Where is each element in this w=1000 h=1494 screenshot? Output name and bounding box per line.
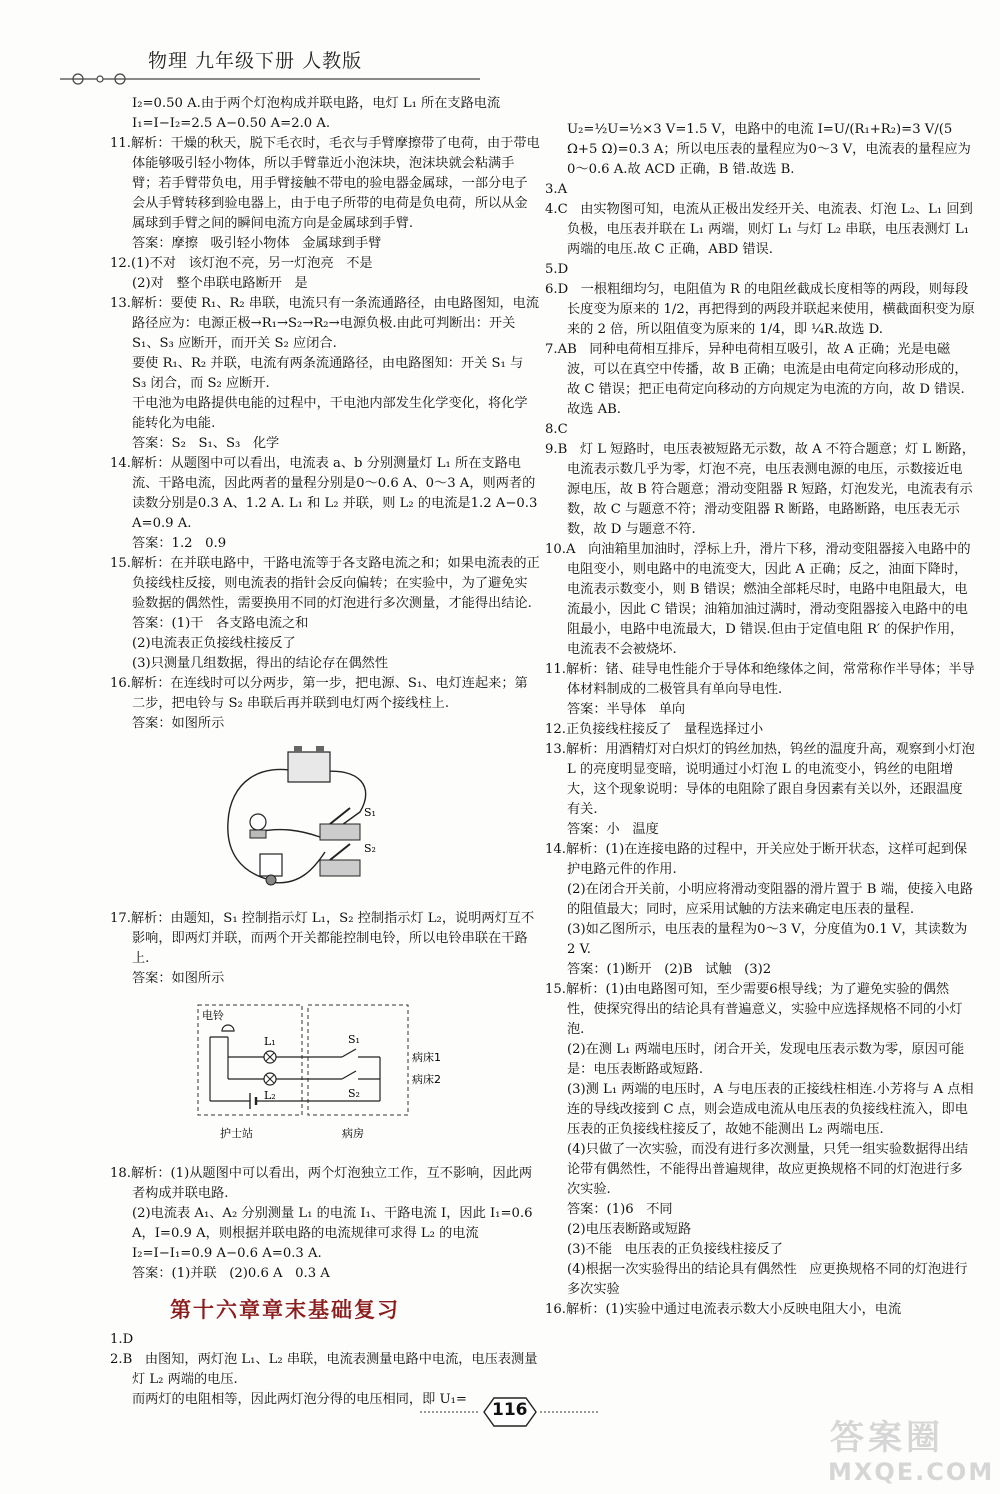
- schematic-diagram: [110, 997, 540, 1147]
- bed-label: 病床2: [412, 1073, 441, 1086]
- bed-label: 病床1: [412, 1051, 441, 1064]
- review-answer-13-answer: 答案：小 温度: [567, 822, 659, 837]
- question-12-part1: 12.(1)不对 该灯泡不亮，另一灯泡亮 不是: [110, 256, 373, 271]
- review-answer-2: 2.B 由图知，两灯泡 L₁、L₂ 串联，电流表测量电路中电流，电压表测量灯 L₂ 两端的电压.: [110, 1352, 538, 1387]
- review-answer-8: 8.C: [545, 422, 568, 437]
- answer-line: I₂=0.50 A.由于两个灯泡构成并联电路，电灯 L₁ 所在支路电流 I₁=I−I₂=2.5 A−0.50 A=2.0 A.: [132, 96, 505, 131]
- review-answer-2-formula: U₂=½U=½×3 V=1.5 V，电路中的电流 I=U/(R₁+R₂)=3 V/(5 Ω+5 Ω)=0.3 A；所以电压表的量程应为0～3 V，电流表的量程应为0～0.6 A.故 ACD 正确，B 错.故选 B.: [567, 122, 971, 177]
- watermark-logo-text: 答案圈: [830, 1418, 944, 1458]
- review-answer-15-part4: (4)只做了一次实验，而没有进行多次测量，只凭一组实验数据得出结论带有偶然性，不能得出普遍规律，故应更换规格不同的灯泡进行多次实验.: [567, 1142, 969, 1197]
- review-answer-14-answer: 答案：(1)断开 (2)B 试触 (3)2: [567, 962, 772, 977]
- ward-label: 病房: [342, 1127, 364, 1140]
- watermark: [790, 1410, 995, 1490]
- question-16-analysis: 16.解析：在连线时可以分两步，第一步，把电源、S₁、电灯连起来；第二步，把电铃与 S₂ 串联后再并联到电灯两个接线柱上.: [110, 676, 528, 711]
- review-answer-4: 4.C 由实物图可知，电流从正极出发经开关、电流表、灯泡 L₂、L₁ 回到负极，电压表并联在 L₁ 两端，则灯 L₁ 与灯 L₂ 串联，电压表测灯 L₁ 两端的电压.故 C 正确，ABD 错误.: [545, 202, 974, 257]
- review-answer-14: 14.解析：(1)在连接电路的过程中，开关应处于断开状态，这样可起到保护电路元件的作用.: [545, 842, 968, 877]
- question-15-analysis: 15.解析：在并联电路中，干路电流等于各支路电流之和；如果电流表的正负接线柱反接，则电流表的指针会反向偏转；在实验中，为了避免实验数据的偶然性，需要换用不同的灯泡进行多次测量，才能得出结论.: [110, 556, 540, 611]
- question-18-analysis-2: (2)电流表 A₁、A₂ 分别测量 L₁ 的电流 I₁、干路电流 I，因此 I₁=0.6 A，I=0.9 A，则根据并联电路的电流规律可求得 L₂ 的电流 I₂=I−I₁=0.9 A−0.6 A=0.3 A.: [132, 1206, 537, 1261]
- circuit-figure-real: [110, 742, 540, 899]
- right-column: [545, 120, 979, 1320]
- review-answer-6: 6.D 一根粗细均匀，电阻值为 R 的电阻丝截成长度相等的两段，则每段长度变为原来的 1/2，再把得到的两段并联起来使用，横截面积变为原来的 2 倍，所以阻值变为原来的 1/4，即 ¼R.故选 D.: [545, 282, 975, 337]
- review-answer-15-part2: (2)在测 L₁ 两端电压时，闭合开关，发现电压表示数为零，原因可能是：电压表断路或短路.: [567, 1042, 965, 1077]
- review-answer-16: 16.解析：(1)实验中通过电流表示数大小反映电阻大小，电流: [545, 1302, 902, 1317]
- lamp-label: L₂: [264, 1089, 276, 1102]
- question-15-answer-3: (3)只测量几组数据，得出的结论存在偶然性: [132, 656, 389, 671]
- switch-label: S₁: [348, 1033, 360, 1046]
- question-13-analysis: 13.解析：要使 R₁、R₂ 串联，电流只有一条流通路径，由电路图知，电流路径应为：电源正极→R₁→S₂→R₂→电源负极.由此可判断出：开关 S₁、S₃ 应断开，而开关 S₂ 应闭合.: [110, 296, 540, 351]
- header-decoration: [60, 72, 480, 86]
- review-answer-15-answer-3: (3)不能 电压表的正负接线柱接反了: [567, 1242, 783, 1257]
- switch-label: S₁: [364, 806, 376, 819]
- review-answer-5: 5.D: [545, 262, 569, 277]
- review-answer-15-part3: (3)测 L₁ 两端的电压时，A 与电压表的正接线柱相连.小芳将与 A 点相连的导线改接到 C 点，则会造成电流从电压表的负接线柱流入，即电压表的正负接线柱接反了，故她不能测出 L₂ 两端电压.: [567, 1082, 974, 1137]
- question-17-analysis: 17.解析：由题知，S₁ 控制指示灯 L₁，S₂ 控制指示灯 L₂，说明两灯互不影响，即两灯并联，而两个开关都能控制电铃，所以电铃串联在干路上.: [110, 911, 535, 966]
- header-title: 物理 九年级下册 人教版: [148, 50, 363, 72]
- question-15-answer-2: (2)电流表正负接线柱接反了: [132, 636, 296, 651]
- question-18-answer: 答案：(1)并联 (2)0.6 A 0.3 A: [132, 1266, 330, 1281]
- review-answer-15-answer-4: (4)根据一次实验得出的结论具有偶然性 应更换规格不同的灯泡进行多次实验: [567, 1262, 968, 1297]
- nurse-station-label: 护士站: [220, 1127, 253, 1140]
- switch-label: S₂: [348, 1087, 360, 1100]
- review-answer-10: 10.A 向油箱里加油时，浮标上升，滑片下移，滑动变阻器接入电路中的电阻变小，则电路中的电流变大，因此 A 正确；反之，油面下降时，电流表示数变小，则 B 错误；燃油全部耗尽时，电路中电阻最大，电流最小，因此 C 错误；油箱加油过满时，滑动变阻器接入电路中的电阻最小，电路中电流最大，D 错误.但由于定值电阻 R′ 的保护作用，电流表不会被烧坏.: [545, 542, 971, 657]
- chapter-title: 第十六章章末基础复习: [170, 1298, 400, 1322]
- review-answer-2-cont: 而两灯的电阻相等，因此两灯泡分得的电压相同，即 U₁=: [132, 1392, 467, 1407]
- review-answer-7: 7.AB 同种电荷相互排斥，异种电荷相互吸引，故 A 正确；光是电磁波，可以在真空中传播，故 B 正确；电流是由电荷定向移动形成的，故 C 错误；把正电荷定向移动的方向规定为电流的方向，故 D 错误.故选 AB.: [545, 342, 968, 417]
- question-18-analysis: 18.解析：(1)从题图中可以看出，两个灯泡独立工作，互不影响，因此两者构成并联电路.: [110, 1166, 533, 1201]
- review-answer-11-answer: 答案：半导体 单向: [567, 702, 686, 717]
- review-answer-14-part2: (2)在闭合开关前，小明应将滑动变阻器的滑片置于 B 端，使接入电路的阻值最大；同时，应采用试触的方法来确定电压表的量程.: [567, 882, 974, 917]
- review-answer-9: 9.B 灯 L 短路时，电压表被短路无示数，故 A 不符合题意；灯 L 断路，电流表示数几乎为零，灯泡不亮，电压表测电源的电压，示数接近电源电压，故 B 符合题意；滑动变阻器 R 短路，灯泡发光，电流表有示数，故 C 与题意不符；滑动变阻器 R 断路，电路断路，电压表无示数，故 D 与题意不符.: [545, 442, 975, 537]
- left-column: [110, 94, 540, 1410]
- review-answer-14-part3: (3)如乙图所示，电压表的量程为0～3 V，分度值为0.1 V，其读数为2 V.: [567, 922, 968, 957]
- watermark-url: MXQE.COM: [828, 1458, 995, 1486]
- question-14-answer: 答案：1.2 0.9: [132, 536, 227, 551]
- wiring-diagram: [110, 742, 540, 892]
- circuit-figure-schematic: [110, 997, 540, 1154]
- lamp-label: L₁: [264, 1035, 276, 1048]
- page-number-text: 116: [492, 1400, 528, 1420]
- page-number: [420, 1392, 600, 1432]
- question-15-answer: 答案：(1)干 各支路电流之和: [132, 616, 309, 631]
- question-16-answer: 答案：如图所示: [132, 716, 225, 731]
- switch-label: S₂: [364, 842, 376, 855]
- question-17-answer: 答案：如图所示: [132, 971, 225, 986]
- question-11-answer: 答案：摩擦 吸引轻小物体 金属球到手臂: [132, 236, 382, 251]
- question-14-analysis: 14.解析：从题图中可以看出，电流表 a、b 分别测量灯 L₁ 所在支路电流、干路电流，因此两者的量程分别是0～0.6 A、0～3 A，则两者的读数分别是0.3 A、1.2 A. L₁ 和 L₂ 并联，则 L₂ 的电流是1.2 A−0.3 A=0.9 A.: [110, 456, 542, 531]
- review-answer-15: 15.解析：(1)由电路图可知，至少需要6根导线；为了避免实验的偶然性，使探究得出的结论具有普遍意义，实验中应选择规格不同的小灯泡.: [545, 982, 963, 1037]
- review-answer-12: 12.正负接线柱接反了 量程选择过小: [545, 722, 764, 737]
- page-header: [60, 40, 480, 90]
- review-answer-15-answer: 答案：(1)6 不同: [567, 1202, 673, 1217]
- review-answer-15-answer-2: (2)电压表断路或短路: [567, 1222, 692, 1237]
- review-answer-13: 13.解析：用酒精灯对白炽灯的钨丝加热，钨丝的温度升高，观察到小灯泡 L 的亮度明显变暗，说明通过小灯泡 L 的电流变小，钨丝的电阻增大，这个现象说明：导体的电阻除了跟自身因素有关以外，还跟温度有关.: [545, 742, 979, 817]
- question-13-analysis-3: 干电池为电路提供电能的过程中，干电池内部发生化学变化，将化学能转化为电能.: [132, 396, 528, 431]
- question-11-analysis: 11.解析：干燥的秋天，脱下毛衣时，毛衣与手臂摩擦带了电荷，由于带电体能够吸引轻小物体，所以手臂靠近小泡沫块，泡沫块就会粘满手臂；若手臂带负电，用手臂接触不带电的验电器金属球，一部分电子会从手臂转移到验电器上，由于电子所带的电荷是负电荷，所以从金属球到手臂之间的瞬间电流方向是金属球到手臂.: [110, 136, 540, 231]
- bell-label: 电铃: [202, 1009, 224, 1022]
- question-12-part2: (2)对 整个串联电路断开 是: [132, 276, 308, 291]
- review-answer-3: 3.A: [545, 182, 568, 197]
- question-13-analysis-2: 要使 R₁、R₂ 并联，电流有两条流通路径，由电路图知：开关 S₁ 与 S₃ 闭合，而 S₂ 应断开.: [132, 356, 528, 391]
- review-answer-11: 11.解析：锗、硅导电性能介于导体和绝缘体之间，常常称作半导体；半导体材料制成的二极管具有单向导电性.: [545, 662, 975, 697]
- question-13-answer: 答案：S₂ S₁、S₃ 化学: [132, 436, 280, 451]
- review-answer-1: 1.D: [110, 1332, 134, 1347]
